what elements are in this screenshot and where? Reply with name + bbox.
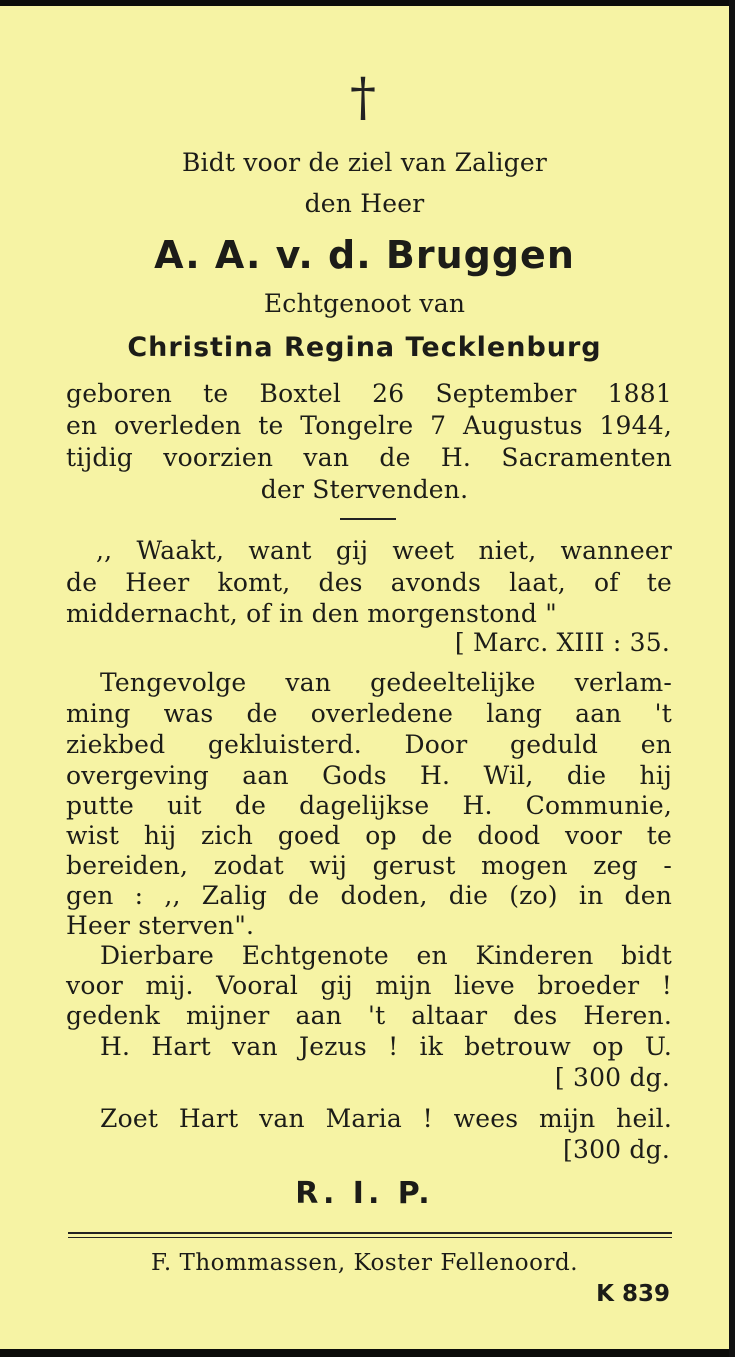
quote-reference: [ Marc. XIII : 35. <box>454 628 670 657</box>
bio-line: tijdig voorzien van de H. Sacramenten <box>66 443 672 472</box>
cross-icon: † <box>350 68 376 128</box>
indulgence-note: [ 300 dg. <box>554 1063 670 1092</box>
bio-line: en overleden te Tongelre 7 Augustus 1944, <box>66 411 672 440</box>
short-divider <box>340 518 396 520</box>
prayer-line: H. Hart van Jezus ! ik betrouw op U. <box>100 1032 672 1061</box>
text-line: bereiden, zodat wij gerust mogen zeg - <box>66 851 672 880</box>
prayer-line: Zoet Hart van Maria ! wees mijn heil. <box>100 1104 672 1133</box>
printer-credit: F. Thommassen, Koster Fellenoord. <box>150 1250 579 1276</box>
farewell-line: voor mij. Vooral gij mijn lieve broeder ! <box>66 971 672 1000</box>
text-line: gen : ,, Zalig de doden, die (zo) in den <box>66 881 672 910</box>
footer-divider-thin <box>68 1237 672 1238</box>
text-line: wist hij zich goed op de dood voor te <box>66 821 672 850</box>
bio-line: der Stervenden. <box>260 475 469 504</box>
rip-text: R. I. P. <box>295 1176 434 1211</box>
text-line: ming was de overledene lang aan 't <box>66 699 672 728</box>
card-code: K 839 <box>596 1281 670 1307</box>
quote-line: middernacht, of in den morgenstond " <box>66 599 557 628</box>
intro-line-1: Bidt voor de ziel van Zaliger <box>181 148 548 177</box>
farewell-line: Dierbare Echtgenote en Kinderen bidt <box>100 941 672 970</box>
intro-line-2: den Heer <box>304 189 425 218</box>
quote-line: ,, Waakt, want gij weet niet, wanneer <box>96 536 672 565</box>
text-line: Heer sterven". <box>66 911 255 940</box>
text-line: overgeving aan Gods H. Wil, die hij <box>66 761 672 790</box>
spouse-intro: Echtgenoot van <box>263 289 466 318</box>
quote-line: de Heer komt, des avonds laat, of te <box>66 568 672 597</box>
bio-line: geboren te Boxtel 26 September 1881 <box>66 379 672 408</box>
farewell-line: gedenk mijner aan 't altaar des Heren. <box>66 1001 672 1030</box>
text-line: Tengevolge van gedeeltelijke verlam- <box>100 668 672 697</box>
footer-divider <box>68 1232 672 1234</box>
indulgence-note: [300 dg. <box>563 1135 670 1164</box>
memorial-card <box>0 6 729 1349</box>
scan-edge <box>729 0 735 1357</box>
deceased-name: A. A. v. d. Bruggen <box>154 233 575 277</box>
text-line: putte uit de dagelijkse H. Communie, <box>66 791 672 820</box>
text-line: ziekbed gekluisterd. Door geduld en <box>66 730 672 759</box>
spouse-name: Christina Regina Tecklenburg <box>127 332 602 363</box>
